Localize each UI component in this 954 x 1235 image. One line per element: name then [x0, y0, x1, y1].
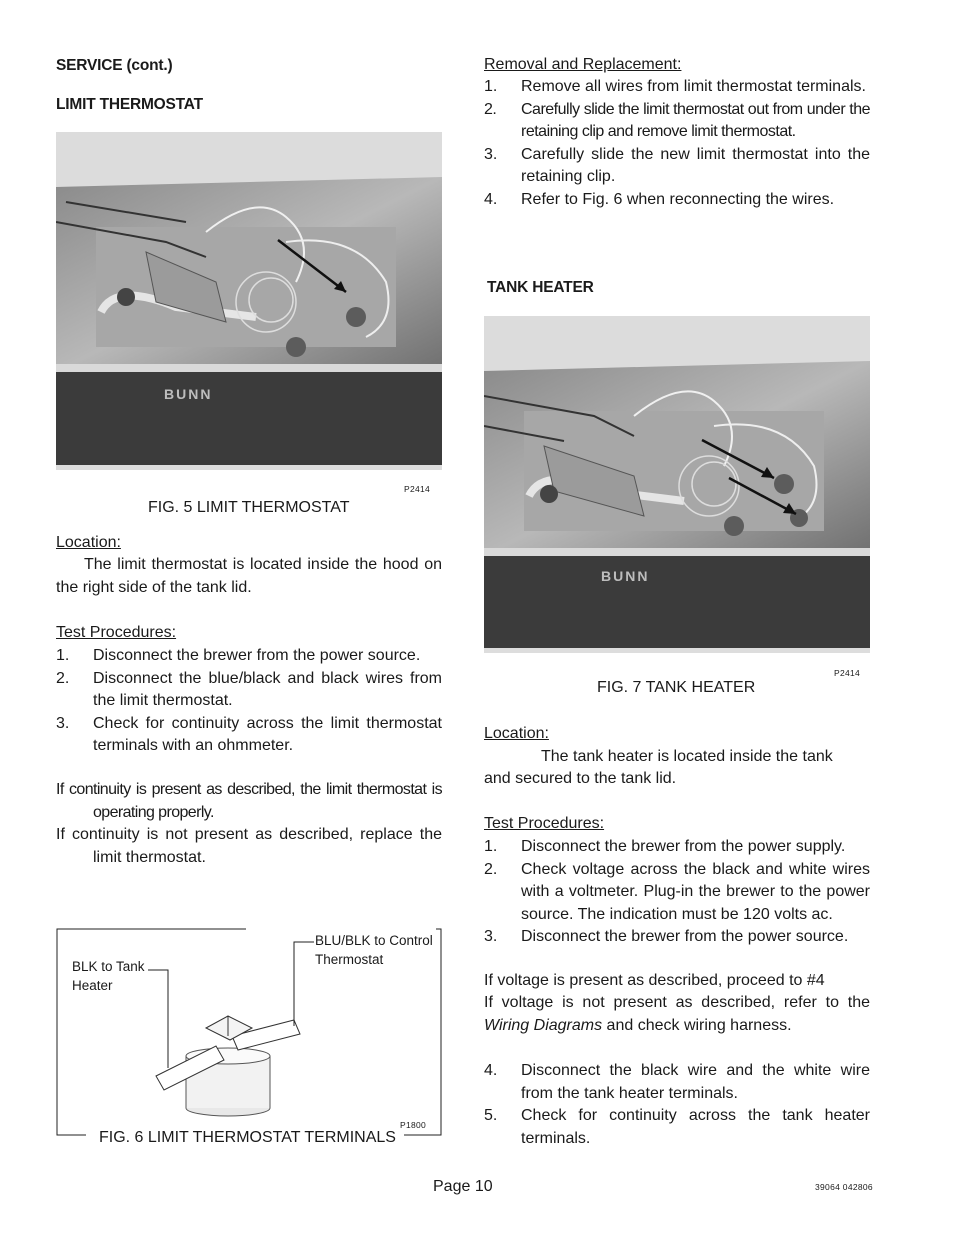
right-location-label: Location:: [484, 725, 549, 742]
list-item: 2. Disconnect the blue/black and black wires from the limit thermostat.: [56, 669, 442, 709]
right-test-steps-continued: [484, 1060, 870, 1150]
if-voltage-present: If voltage is present as described, proceed to #4: [484, 972, 825, 989]
left-location-text: The limit thermostat is located inside the hood on the right side of the tank lid.: [56, 556, 442, 596]
list-item: 3. Disconnect the brewer from the power source.: [484, 928, 849, 945]
tank-heater-heading: TANK HEATER: [487, 279, 594, 296]
right-test-steps: [484, 836, 870, 949]
removal-label: Removal and Replacement:: [484, 56, 682, 73]
service-heading: SERVICE (cont.): [56, 57, 173, 74]
list-item: 2. Carefully slide the limit thermostat out from under the retaining clip and remove limit thermostat.: [484, 100, 870, 140]
fig7-photo: [484, 316, 870, 653]
if-voltage-not-present: If voltage is not present as described, refer to the Wiring Diagrams and check wiring harness.: [484, 994, 870, 1034]
list-item: 2. Check voltage across the black and white wires with a voltmeter. Plug-in the brewer to the power source. The indication must be 120 volts ac.: [484, 860, 870, 923]
removal-steps: [484, 76, 870, 211]
right-location-line1: The tank heater is located inside the tank: [541, 748, 833, 765]
list-item: 3. Check for continuity across the limit thermostat terminals with an ohmmeter.: [56, 714, 442, 754]
limit-thermostat-heading: LIMIT THERMOSTAT: [56, 96, 203, 113]
fig6-caption: FIG. 6 LIMIT THERMOSTAT TERMINALS: [99, 1129, 396, 1146]
left-result-bad: If continuity is not present as described, replace the limit thermostat.: [56, 826, 442, 866]
page-number: Page 10: [433, 1178, 493, 1195]
list-item: 1. Disconnect the brewer from the power source.: [56, 647, 421, 664]
fig5-caption: FIG. 5 LIMIT THERMOSTAT: [148, 499, 350, 516]
list-item: 3. Carefully slide the new limit thermostat into the retaining clip.: [484, 145, 870, 185]
fig7-code: P2414: [834, 668, 861, 678]
fig6-label-blu: BLU/BLK to Control Thermostat: [315, 933, 433, 967]
left-location-label: Location:: [56, 534, 121, 551]
left-result-ok: If continuity is present as described, the limit thermostat is operating properly.: [56, 781, 442, 821]
list-item: 5. Check for continuity across the tank heater terminals.: [484, 1107, 870, 1147]
right-test-label: Test Procedures:: [484, 815, 605, 832]
limit-thermostat-photo-illustration: [56, 132, 442, 470]
fig6-label-blk: BLK to Tank Heater: [72, 959, 145, 993]
tank-heater-photo-illustration: [484, 316, 870, 653]
list-item: 1. Disconnect the brewer from the power supply.: [484, 838, 846, 855]
fig5-photo: [56, 132, 442, 470]
left-test-steps: [56, 645, 442, 758]
list-item: 4. Refer to Fig. 6 when reconnecting the wires.: [484, 190, 835, 208]
doc-code: 39064 042806: [815, 1182, 873, 1192]
fig5-code: P2414: [404, 484, 431, 494]
fig5-brand-logo: BUNN: [164, 386, 213, 402]
fig6-code: P1800: [400, 1120, 427, 1130]
right-location-line2: and secured to the tank lid.: [484, 770, 677, 787]
list-item: 4. Disconnect the black wire and the white wire from the tank heater terminals.: [484, 1062, 870, 1102]
list-item: 1. Remove all wires from limit thermostat terminals.: [484, 78, 866, 95]
fig7-brand-logo: BUNN: [601, 568, 650, 584]
left-test-label: Test Procedures:: [56, 624, 177, 641]
fig7-caption: FIG. 7 TANK HEATER: [597, 679, 756, 696]
